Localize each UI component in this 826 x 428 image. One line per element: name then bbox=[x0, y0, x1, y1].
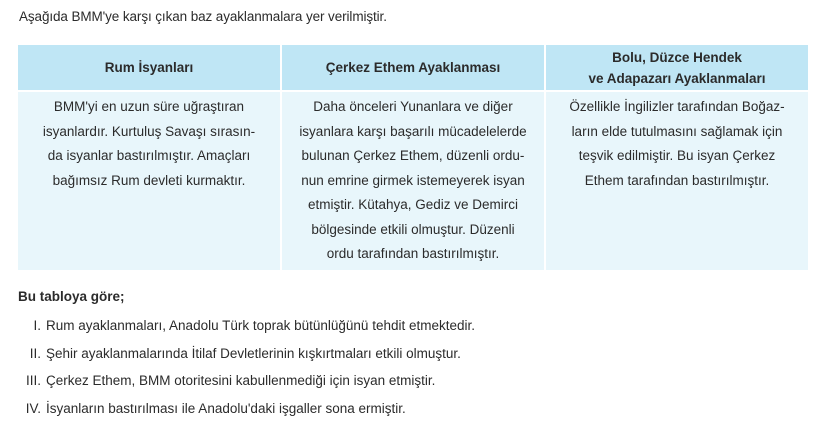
statement-number: III. bbox=[20, 373, 41, 401]
column-header: Bolu, Düzce Hendek ve Adapazarı Ayaklanmaları bbox=[546, 45, 808, 92]
column-header: Rum İsyanları bbox=[18, 45, 280, 92]
column-rum bbox=[18, 45, 282, 270]
column-body: BMM'yi en uzun süre uğraştıran isyanlardır. Kurtuluş Savaşı sırasın- da isyanlar bastırılmıştır. Amaçları bağımsız Rum devleti kurmaktır. bbox=[18, 92, 280, 193]
intro-text: Aşağıda BMM'ye karşı çıkan baz ayaklanmalara yer verilmiştir. bbox=[19, 9, 387, 24]
statement-item bbox=[20, 318, 475, 346]
statement-number: IV. bbox=[20, 401, 41, 428]
uprisings-table bbox=[18, 45, 808, 270]
question-stem: Bu tabloya göre; bbox=[18, 289, 125, 304]
statement-text: İsyanların bastırılması ile Anadolu'daki işgaller sona ermiştir. bbox=[46, 401, 406, 428]
column-body: Özellikle İngilizler tarafından Boğaz- ların elde tutulmasını sağlamak için teşvik edilmiştir. Bu isyan Çerkez Ethem tarafından bastırılmıştır. bbox=[546, 92, 808, 193]
statement-item bbox=[20, 373, 475, 401]
statement-text: Çerkez Ethem, BMM otoritesini kabullenmediği için isyan etmiştir. bbox=[46, 373, 435, 401]
column-body: Daha önceleri Yunanlara ve diğer isyanlara karşı başarılı mücadelelerde bulunan Çerkez Ethem, düzenli ordu- nun emrine girmek istemeyerek isyan etmiştir. Kütahya, Gediz ve Demirci bölgesinde etkili olmuştur. Düzenli ordu tarafından bastırılmıştır. bbox=[282, 92, 544, 267]
statement-number: I. bbox=[20, 318, 41, 346]
statement-text: Rum ayaklanmaları, Anadolu Türk toprak bütünlüğünü tehdit etmektedir. bbox=[46, 318, 475, 346]
statement-list bbox=[20, 318, 475, 428]
statement-item bbox=[20, 401, 475, 428]
statement-text: Şehir ayaklanmalarında İtilaf Devletlerinin kışkırtmaları etkili olmuştur. bbox=[46, 346, 461, 374]
column-bolu-duzce bbox=[546, 45, 808, 270]
column-header: Çerkez Ethem Ayaklanması bbox=[282, 45, 544, 92]
statement-item bbox=[20, 346, 475, 374]
statement-number: II. bbox=[20, 346, 41, 374]
column-cerkez-ethem bbox=[282, 45, 546, 270]
